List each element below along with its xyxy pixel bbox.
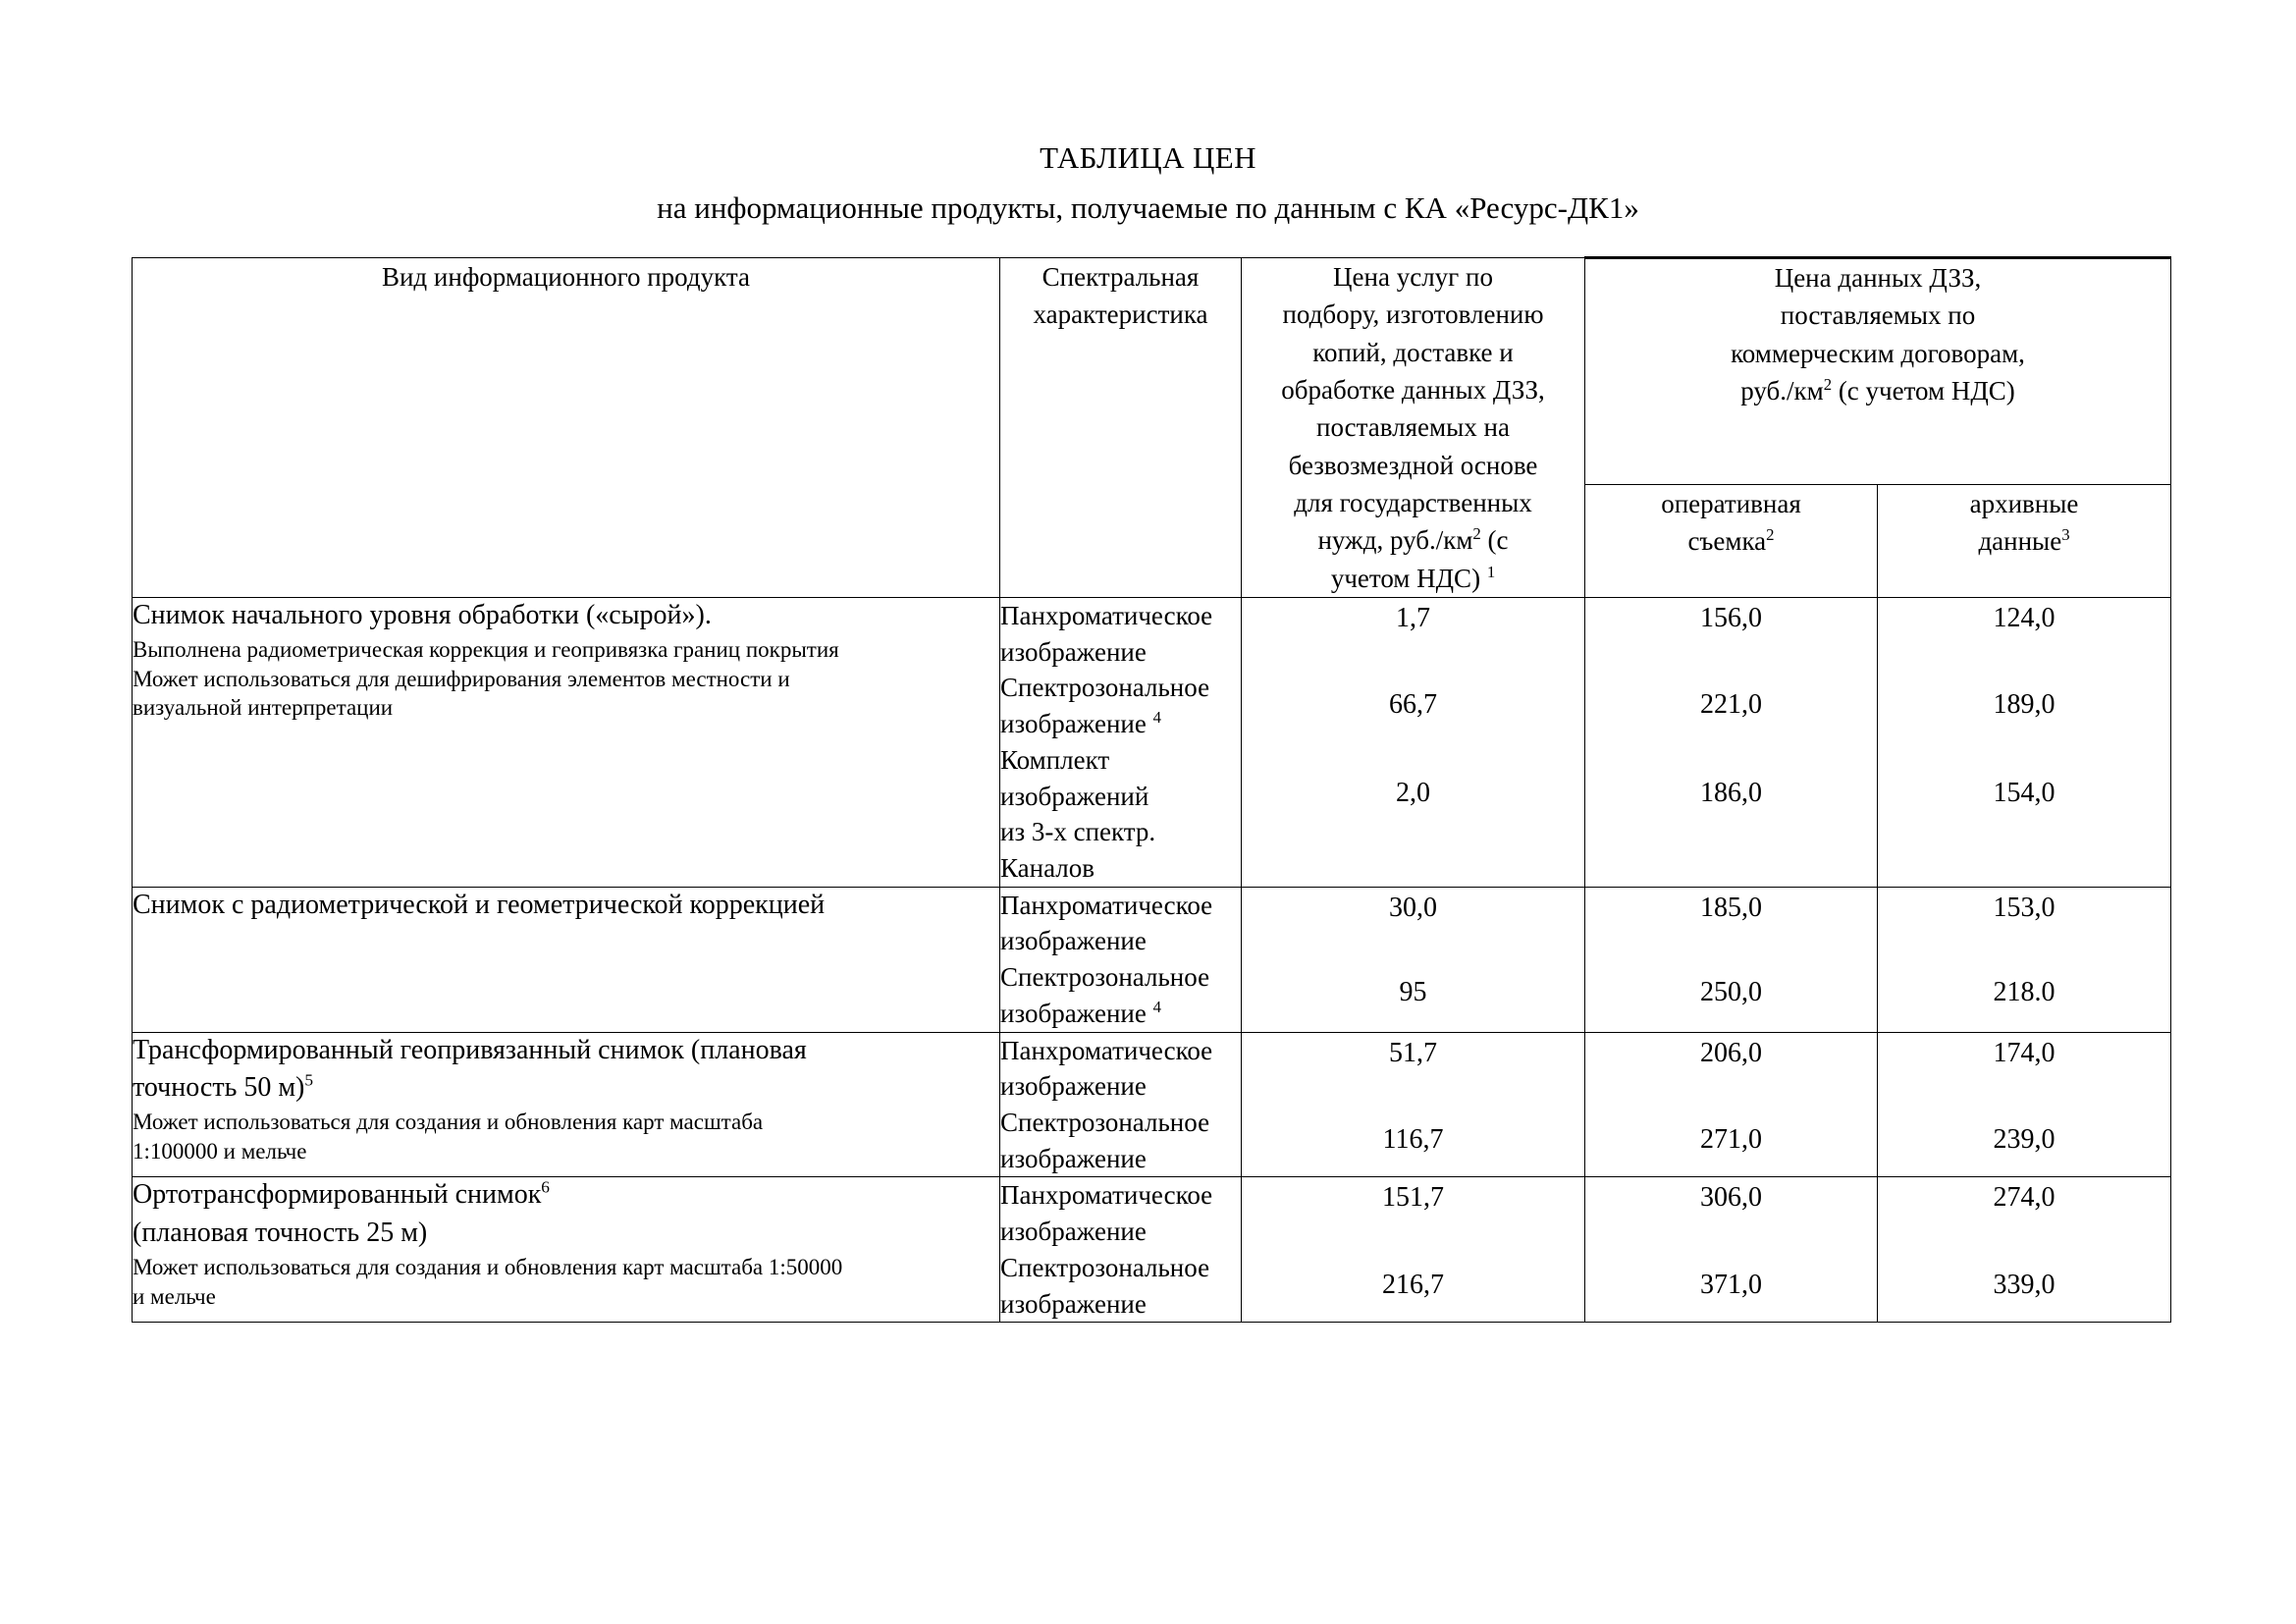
spectral-item-line-1: Панхроматическое bbox=[1000, 600, 1213, 630]
price-value: 216,7 bbox=[1382, 1269, 1444, 1300]
product-desc-line-1: Выполнена радиометрическая коррекция и геопривязка границ покрытия bbox=[133, 637, 839, 663]
service-price-line8 bbox=[1242, 521, 1584, 559]
price-value: 189,0 bbox=[1993, 689, 2056, 721]
service-price-line4: обработке данных ДЗЗ, bbox=[1281, 374, 1545, 405]
spectral-item bbox=[1000, 1250, 1241, 1322]
price-value: 116,7 bbox=[1382, 1123, 1444, 1155]
service-price-unit: нужд, руб./км bbox=[1317, 525, 1473, 556]
spectral-item-line-2 bbox=[1000, 996, 1241, 1032]
spectral-item-line-2: изображение bbox=[1000, 1143, 1147, 1173]
table-row bbox=[133, 1032, 2171, 1177]
price-value: 371,0 bbox=[1700, 1269, 1762, 1300]
price-value: 306,0 bbox=[1700, 1182, 1762, 1214]
spectral-item-line-1: Спектрозональное bbox=[1000, 1108, 1210, 1138]
price-value: 239,0 bbox=[1993, 1123, 2056, 1155]
spectral-item-line-1: Спектрозональное bbox=[1000, 673, 1210, 703]
dzz-price-unit: руб./км bbox=[1740, 375, 1824, 406]
price-value: 51,7 bbox=[1389, 1037, 1437, 1068]
dzz-price-line2: поставляемых по bbox=[1780, 300, 1976, 331]
service-price-line6: безвозмездной основе bbox=[1288, 450, 1538, 480]
spectral-item-line-2 bbox=[1000, 706, 1241, 742]
service-price-line5: поставляемых на bbox=[1316, 412, 1510, 443]
price-value: 156,0 bbox=[1700, 602, 1762, 633]
spectral-item-line-4: Каналов bbox=[1000, 852, 1095, 883]
spectral-item-line-1: Панхроматическое bbox=[1000, 890, 1213, 920]
service-price-vat: учетом НДС) bbox=[1330, 563, 1481, 593]
operational-label: съемка bbox=[1687, 525, 1767, 556]
table-row bbox=[133, 1177, 2171, 1323]
product-title-line-2: (плановая точность 25 м) bbox=[133, 1217, 428, 1248]
price-value: 124,0 bbox=[1993, 602, 2056, 633]
spectral-item-footnote: 4 bbox=[1152, 708, 1161, 728]
spectral-item bbox=[1000, 888, 1241, 959]
spectral-item-line-1: Панхроматическое bbox=[1000, 1180, 1213, 1211]
spectral-item bbox=[1000, 1033, 1241, 1105]
price-value: 218.0 bbox=[1993, 976, 2056, 1007]
cell-archive-price bbox=[1878, 1177, 2171, 1323]
dzz-price-unit-exponent: 2 bbox=[1823, 374, 1833, 394]
table-header-row-main bbox=[133, 258, 2171, 485]
column-header-service-price bbox=[1242, 258, 1585, 598]
price-value: 186,0 bbox=[1700, 778, 1762, 809]
cell-product bbox=[133, 1032, 1000, 1177]
cell-spectral bbox=[1000, 597, 1242, 887]
product-title-line-1: Трансформированный геопривязанный снимок (плановая bbox=[133, 1034, 807, 1065]
column-header-product bbox=[133, 258, 1000, 598]
price-value: 66,7 bbox=[1389, 689, 1437, 721]
spectral-item-line-2: изображение bbox=[1000, 1071, 1147, 1102]
service-price-line1: Цена услуг по bbox=[1333, 262, 1493, 292]
document-title-block bbox=[0, 139, 2296, 226]
service-price-unit-exponent: 2 bbox=[1472, 524, 1481, 544]
archive-label: данные bbox=[1978, 525, 2062, 556]
cell-operational-price bbox=[1585, 1177, 1878, 1323]
table-body bbox=[133, 597, 2171, 1322]
price-value: 250,0 bbox=[1700, 976, 1762, 1007]
spectral-item bbox=[1000, 959, 1241, 1031]
spectral-item-line-2: изображение bbox=[1000, 1217, 1147, 1247]
price-value: 274,0 bbox=[1993, 1182, 2056, 1214]
cell-operational-price bbox=[1585, 597, 1878, 887]
spectral-item bbox=[1000, 1177, 1241, 1249]
price-value: 30,0 bbox=[1389, 892, 1437, 923]
column-header-product-label: Вид информационного продукта bbox=[381, 262, 751, 292]
dzz-price-line4-tail: (с учетом НДС) bbox=[1832, 375, 2015, 406]
service-price-line8-tail: (с bbox=[1480, 525, 1509, 556]
column-header-spectral-line2: характеристика bbox=[1033, 299, 1208, 330]
column-header-spectral-line1: Спектральная bbox=[1041, 262, 1200, 292]
column-header-dzz-price bbox=[1585, 258, 2171, 485]
spectral-item-line-2: изображений bbox=[1000, 781, 1149, 811]
dzz-price-line3: коммерческим договорам, bbox=[1731, 338, 2025, 368]
spectral-item-line-2: изображение bbox=[1000, 1288, 1147, 1319]
cell-spectral bbox=[1000, 1177, 1242, 1323]
cell-service-price bbox=[1242, 1177, 1585, 1323]
spectral-item-footnote: 4 bbox=[1152, 997, 1161, 1016]
dzz-price-line4 bbox=[1585, 372, 2170, 409]
product-desc-line-2: 1:100000 и мельче bbox=[133, 1138, 307, 1164]
product-desc-line-2: Может использоваться для дешифрирования элементов местности и bbox=[133, 666, 790, 691]
archive-line2 bbox=[1878, 522, 2170, 560]
cell-spectral bbox=[1000, 1032, 1242, 1177]
product-title-line-1 bbox=[133, 1177, 999, 1213]
price-value: 154,0 bbox=[1993, 778, 2056, 809]
page-title: ТАБЛИЦА ЦЕН bbox=[1040, 140, 1256, 175]
product-desc-line-3: визуальной интерпретации bbox=[133, 695, 394, 721]
product-footnote-5: 5 bbox=[304, 1070, 314, 1090]
product-title: Снимок начального уровня обработки («сырой»). bbox=[133, 599, 712, 630]
dzz-price-line1: Цена данных ДЗЗ, bbox=[1774, 263, 1982, 293]
price-table bbox=[132, 256, 2171, 1323]
column-header-spectral bbox=[1000, 258, 1242, 598]
cell-operational-price bbox=[1585, 887, 1878, 1032]
archive-line1: архивные bbox=[1969, 488, 2079, 518]
service-price-line3: копий, доставке и bbox=[1312, 337, 1514, 367]
price-value: 221,0 bbox=[1700, 689, 1762, 721]
spectral-item-line-2 bbox=[1000, 634, 1241, 671]
spectral-item-line-1: Комплект bbox=[1000, 744, 1110, 775]
service-price-line7: для государственных bbox=[1294, 487, 1532, 517]
cell-product bbox=[133, 597, 1000, 887]
spectral-item-line-2: изображение bbox=[1000, 926, 1147, 956]
page-subtitle: на информационные продукты, получаемые по данным с КА «Ресурс-ДК1» bbox=[657, 190, 1639, 226]
price-value: 1,7 bbox=[1396, 602, 1430, 633]
product-desc-line-1: Может использоваться для создания и обновления карт масштаба 1:50000 bbox=[133, 1255, 843, 1280]
price-value: 153,0 bbox=[1993, 892, 2056, 923]
product-title-line-2-text: точность 50 м) bbox=[133, 1071, 305, 1103]
product-desc-line-2: и мельче bbox=[133, 1283, 216, 1309]
spectral-item-line-1: Спектрозональное bbox=[1000, 962, 1210, 993]
product-title-line-2 bbox=[133, 1070, 999, 1106]
cell-archive-price bbox=[1878, 597, 2171, 887]
spectral-item bbox=[1000, 1105, 1241, 1176]
spectral-item-line-2-text: изображение bbox=[1000, 998, 1153, 1028]
spectral-item-line-2-text: изображение bbox=[1000, 709, 1153, 739]
product-title-line-1-text: Ортотрансформированный снимок bbox=[133, 1179, 542, 1211]
cell-product bbox=[133, 887, 1000, 1032]
cell-service-price bbox=[1242, 1032, 1585, 1177]
column-header-operational bbox=[1585, 484, 1878, 597]
table-row bbox=[133, 597, 2171, 887]
price-value: 206,0 bbox=[1700, 1037, 1762, 1068]
price-value: 339,0 bbox=[1993, 1269, 2056, 1300]
service-price-footnote-1: 1 bbox=[1486, 562, 1496, 581]
spectral-item bbox=[1000, 598, 1241, 670]
product-footnote-6: 6 bbox=[541, 1178, 550, 1198]
spectral-item-line-2-text: изображение bbox=[1000, 636, 1147, 667]
cell-archive-price bbox=[1878, 1032, 2171, 1177]
cell-product bbox=[133, 1177, 1000, 1323]
cell-operational-price bbox=[1585, 1032, 1878, 1177]
price-value: 95 bbox=[1399, 976, 1427, 1007]
table-header bbox=[133, 258, 2171, 598]
spectral-item bbox=[1000, 742, 1241, 887]
column-header-archive bbox=[1878, 484, 2171, 597]
service-price-line9 bbox=[1242, 560, 1584, 597]
spectral-item-line-1: Спектрозональное bbox=[1000, 1252, 1210, 1282]
archive-footnote-3: 3 bbox=[2061, 524, 2070, 544]
cell-spectral bbox=[1000, 887, 1242, 1032]
cell-archive-price bbox=[1878, 887, 2171, 1032]
operational-line1: оперативная bbox=[1661, 488, 1801, 518]
service-price-line2: подбору, изготовлению bbox=[1282, 299, 1544, 330]
operational-line2 bbox=[1585, 522, 1877, 560]
table-row bbox=[133, 887, 2171, 1032]
price-value: 185,0 bbox=[1700, 892, 1762, 923]
price-value: 2,0 bbox=[1396, 778, 1430, 809]
cell-service-price bbox=[1242, 597, 1585, 887]
spectral-item-line-1: Панхроматическое bbox=[1000, 1035, 1213, 1065]
product-desc-line-1: Может использоваться для создания и обновления карт масштаба bbox=[133, 1110, 764, 1135]
spectral-item bbox=[1000, 670, 1241, 741]
spectral-item-line-3: из 3-х спектр. bbox=[1000, 817, 1156, 847]
price-value: 151,7 bbox=[1382, 1182, 1444, 1214]
price-value: 174,0 bbox=[1993, 1037, 2056, 1068]
price-value: 271,0 bbox=[1700, 1123, 1762, 1155]
product-title: Снимок с радиометрической и геометрической коррекцией bbox=[133, 889, 826, 920]
operational-footnote-2: 2 bbox=[1766, 524, 1775, 544]
cell-service-price bbox=[1242, 887, 1585, 1032]
